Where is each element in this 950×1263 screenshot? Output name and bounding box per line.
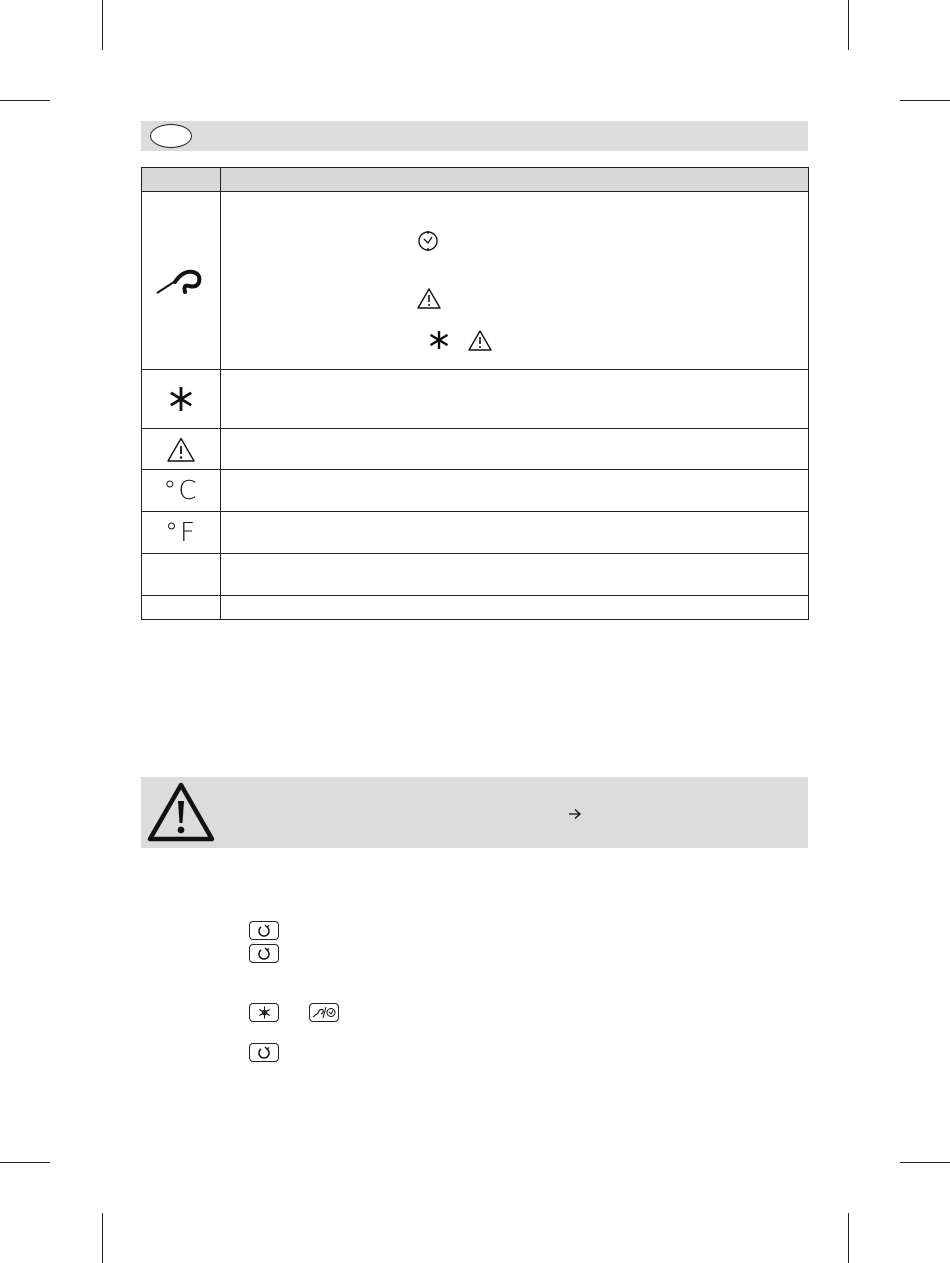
celsius-symbol: °C (163, 475, 199, 506)
crop-mark (900, 1162, 950, 1163)
crop-mark (102, 0, 103, 50)
meaning-cell (221, 429, 809, 470)
table-header-row (142, 168, 809, 192)
crop-mark (848, 1213, 849, 1263)
meaning-cell (221, 596, 809, 620)
table-row (142, 512, 809, 554)
power-cycle-icon (257, 924, 271, 937)
meaning-cell (221, 370, 809, 429)
warning-icon (167, 437, 195, 462)
symbol-cell (142, 512, 221, 554)
probe-clock-icon (312, 1006, 336, 1019)
symbol-cell (142, 596, 221, 620)
symbol-cell (142, 192, 221, 370)
power-key (249, 921, 279, 940)
arrow-right-icon (568, 808, 582, 820)
language-badge (150, 124, 192, 148)
snowflake-icon (430, 331, 448, 349)
crop-mark (0, 100, 50, 101)
crop-mark (102, 1213, 103, 1263)
table-row (142, 470, 809, 512)
power-key (249, 1043, 279, 1062)
crop-mark (900, 100, 950, 101)
header-meaning-cell (221, 168, 809, 192)
table-row (142, 554, 809, 596)
table-row (142, 596, 809, 620)
power-cycle-icon (257, 947, 271, 960)
symbol-cell (142, 554, 221, 596)
table-row (142, 429, 809, 470)
warning-icon (417, 288, 441, 309)
crop-mark (848, 0, 849, 50)
probe-clock-key (309, 1003, 339, 1022)
fahrenheit-symbol: °F (165, 517, 197, 548)
meaning-cell (221, 512, 809, 554)
meaning-cell (221, 470, 809, 512)
snowflake-key (249, 1003, 279, 1022)
table-row (142, 370, 809, 429)
meaning-cell (221, 554, 809, 596)
power-key (249, 944, 279, 963)
symbol-cell (142, 470, 221, 512)
meaning-cell (221, 192, 809, 370)
section-header-band (141, 121, 808, 151)
header-symbol-cell (142, 168, 221, 192)
snowflake-icon (170, 387, 192, 411)
power-cycle-icon (257, 1046, 271, 1059)
clock-icon (417, 230, 439, 252)
snowflake-icon (258, 1006, 271, 1019)
table-row (142, 192, 809, 370)
crop-mark (0, 1162, 50, 1163)
warning-box (141, 777, 808, 848)
symbol-cell (142, 370, 221, 429)
probe-icon (155, 266, 207, 296)
symbol-table (141, 167, 809, 620)
warning-icon (468, 330, 492, 351)
warning-triangle-icon (146, 781, 216, 843)
symbol-cell (142, 429, 221, 470)
